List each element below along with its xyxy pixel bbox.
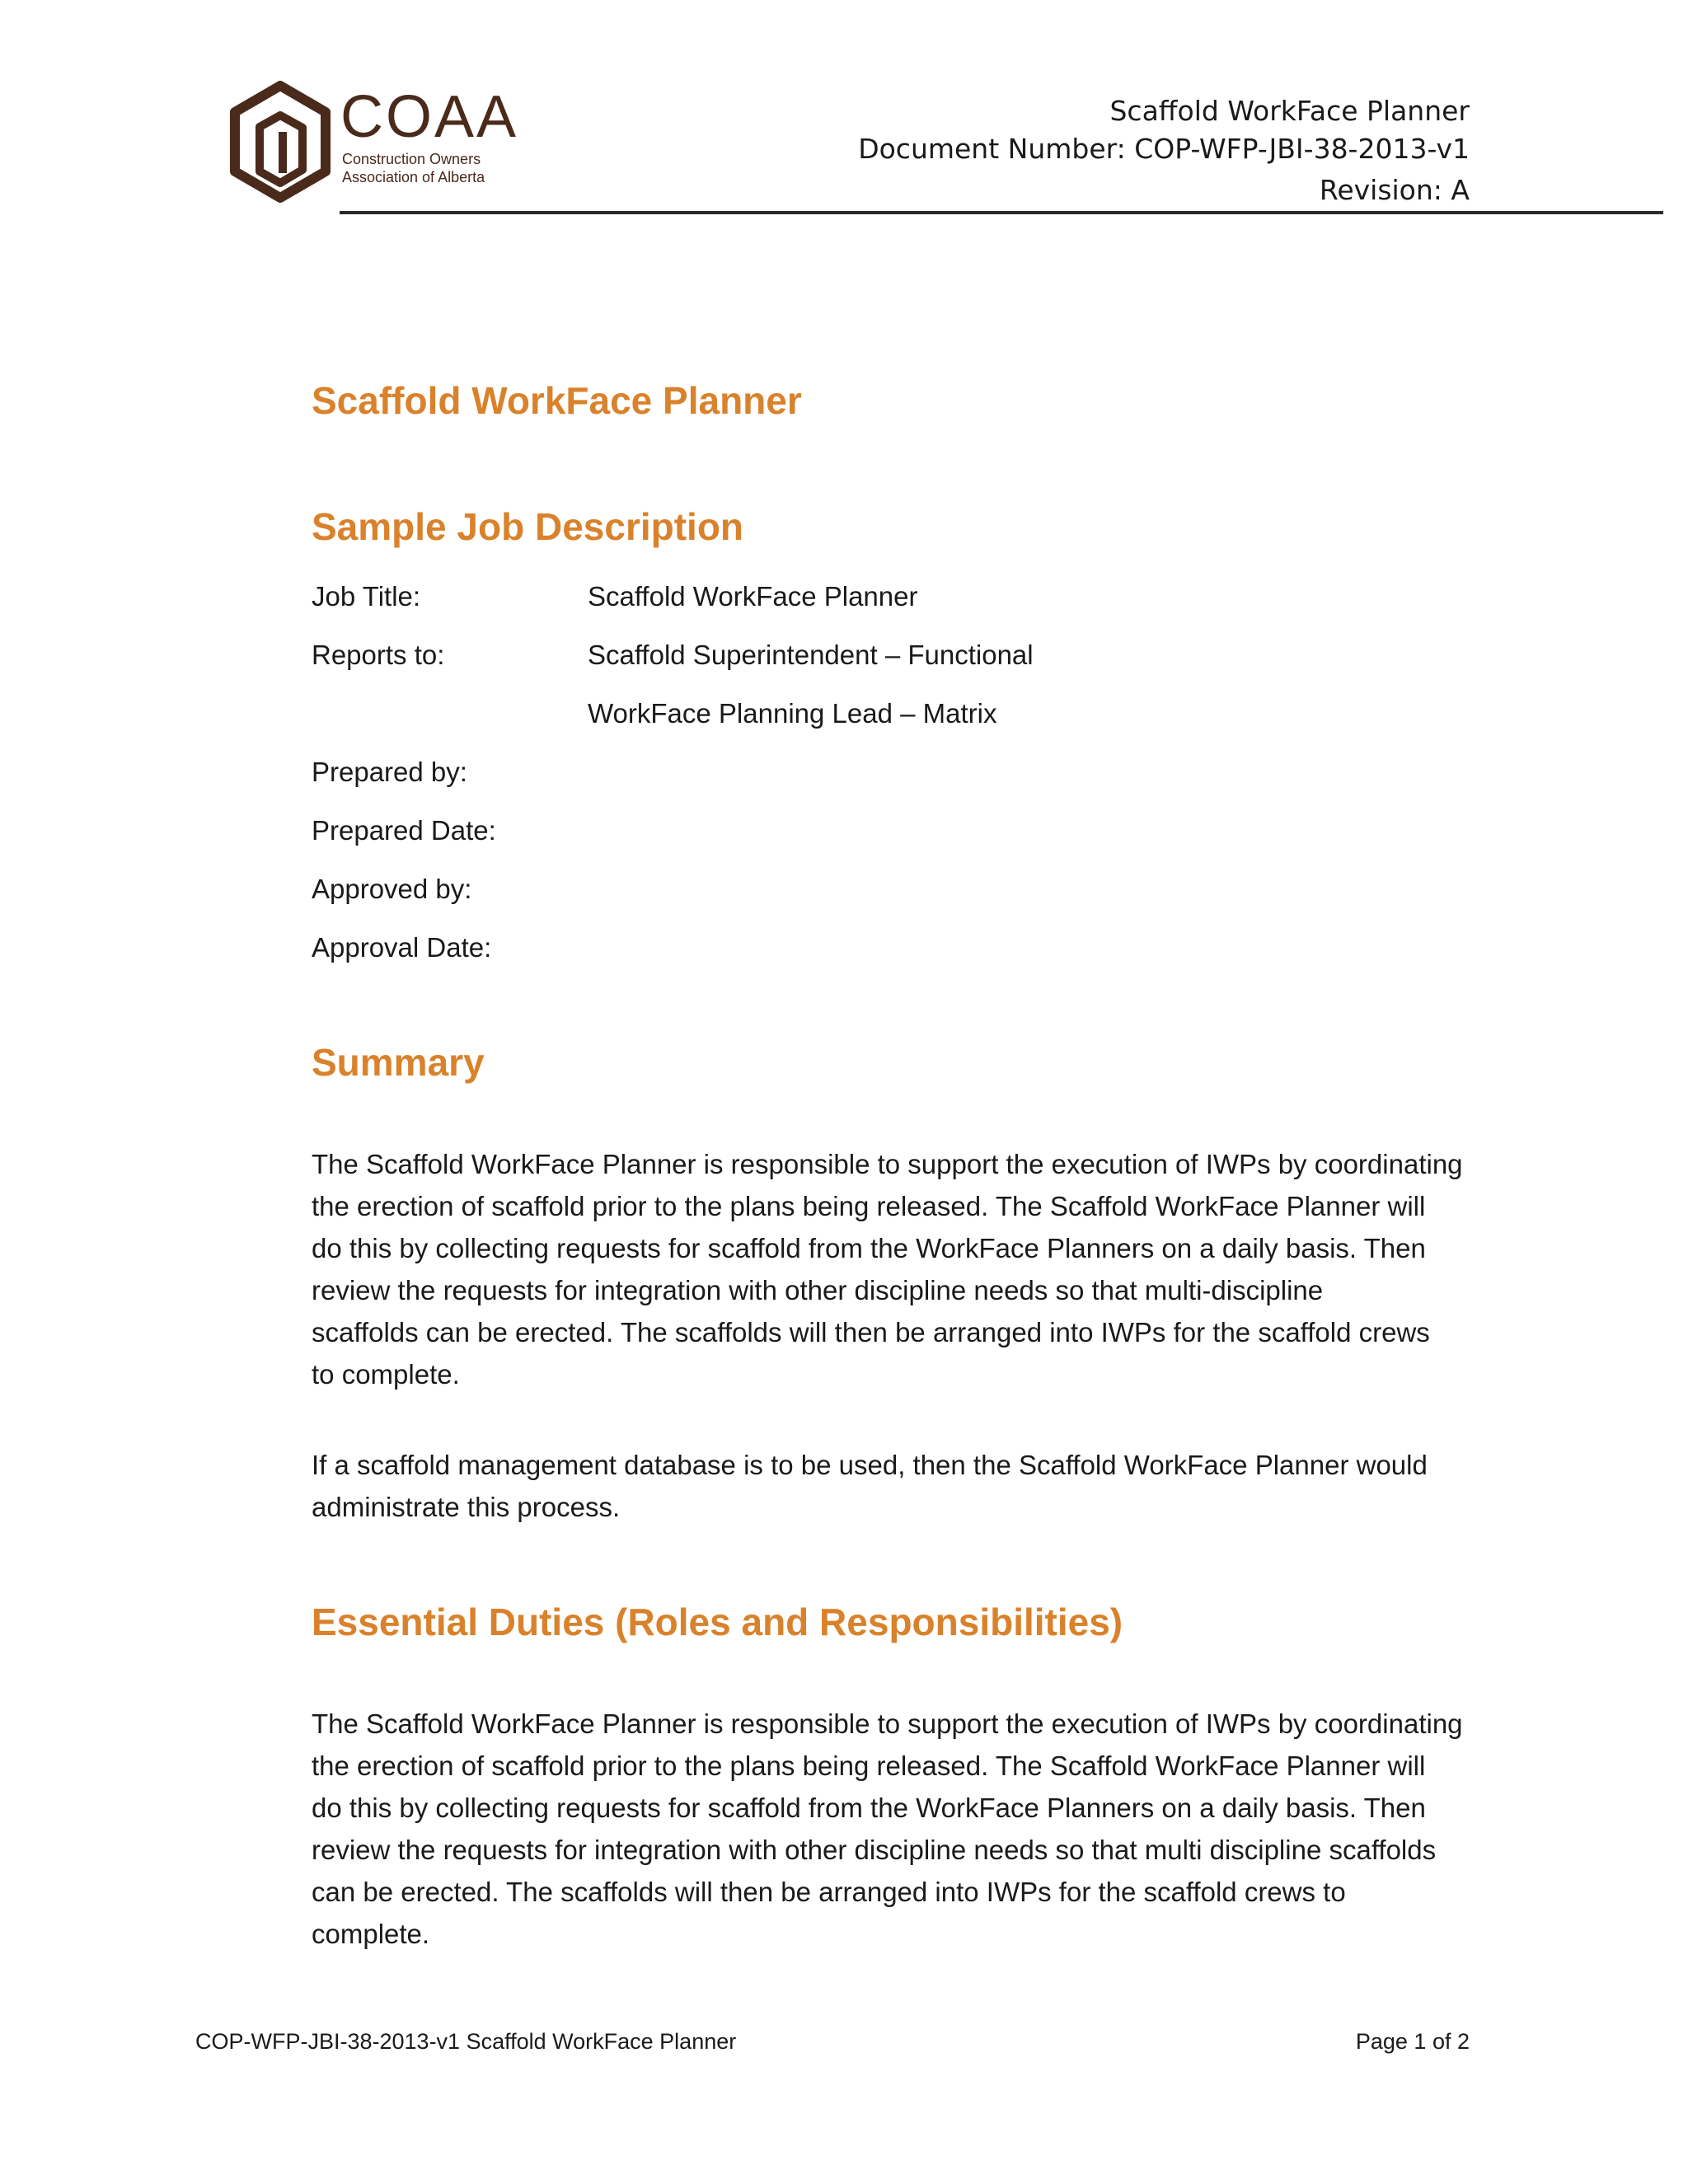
reports-to-label: Reports to: [312, 640, 445, 670]
prepared-by-label: Prepared by: [312, 757, 467, 787]
footer-page-number: Page 1 of 2 [1355, 2029, 1470, 2054]
footer-document-id: COP-WFP-JBI-38-2013-v1 Scaffold WorkFace Planner [195, 2029, 737, 2054]
prepared-date-label: Prepared Date: [312, 815, 496, 846]
job-title-value: Scaffold WorkFace Planner [588, 581, 918, 612]
paragraph-line: review the requests for integration with other discipline needs so that multi-discipline [312, 1275, 1324, 1305]
paragraph-line: can be erected. The scaffolds will then be arranged into IWPs for the scaffold crews to [312, 1877, 1346, 1907]
summary-heading: Summary [312, 1041, 485, 1084]
hexagon-building-logo-icon [227, 81, 334, 203]
paragraph-line: the erection of scaffold prior to the plans being released. The Scaffold WorkFace Planner will [312, 1750, 1426, 1781]
revision-label: Revision: [1319, 174, 1442, 206]
paragraph-line: scaffolds can be erected. The scaffolds will then be arranged into IWPs for the scaffold crews [312, 1317, 1430, 1347]
approved-by-row [312, 871, 471, 907]
job-description-heading: Sample Job Description [312, 505, 744, 548]
logo-subtitle-line1: Construction Owners [342, 151, 481, 167]
coaa-logo [227, 81, 519, 203]
logo-subtitle-line2: Association of Alberta [342, 169, 485, 185]
document-header-info [858, 92, 1470, 211]
header-divider [340, 211, 1663, 214]
paragraph-line: the erection of scaffold prior to the plans being released. The Scaffold WorkFace Planner will [312, 1191, 1426, 1221]
header-doc-title: Scaffold WorkFace Planner [1109, 95, 1470, 127]
header-revision [858, 170, 1470, 211]
summary-paragraph-1 [312, 1143, 1474, 1395]
doc-number-value: COP-WFP-JBI-38-2013-v1 [1134, 133, 1470, 165]
reports-to-value-functional: Scaffold Superintendent – Functional [588, 640, 1034, 670]
approval-date-label: Approval Date: [312, 932, 492, 963]
paragraph-line: complete. [312, 1919, 430, 1949]
duties-paragraph-1 [312, 1703, 1474, 1955]
summary-paragraph-2 [312, 1444, 1474, 1528]
approved-by-label: Approved by: [312, 874, 472, 904]
reports-to-value-matrix: WorkFace Planning Lead – Matrix [588, 698, 997, 729]
paragraph-line: to complete. [312, 1359, 460, 1390]
reports-to-row [312, 637, 1034, 673]
paragraph-line: If a scaffold management database is to be used, then the Scaffold WorkFace Planner would [312, 1450, 1428, 1480]
duties-heading: Essential Duties (Roles and Responsibilities) [312, 1601, 1123, 1643]
header-doc-number [858, 130, 1470, 168]
paragraph-line: review the requests for integration with other discipline needs so that multi discipline scaffolds [312, 1835, 1437, 1865]
paragraph-line: do this by collecting requests for scaffold from the WorkFace Planners on a daily basis. Then [312, 1233, 1426, 1263]
paragraph-line: do this by collecting requests for scaffold from the WorkFace Planners on a daily basis. Then [312, 1793, 1426, 1823]
job-title-row [312, 579, 918, 615]
paragraph-line: The Scaffold WorkFace Planner is responsible to support the execution of IWPs by coordinating [312, 1708, 1463, 1739]
page-title: Scaffold WorkFace Planner [312, 379, 802, 422]
job-title-label: Job Title: [312, 581, 421, 612]
prepared-by-row [312, 754, 467, 790]
logo-name: COAA [340, 84, 519, 150]
revision-value: A [1451, 174, 1470, 206]
doc-number-label: Document Number: [858, 133, 1126, 165]
approval-date-row [312, 930, 491, 966]
paragraph-line: The Scaffold WorkFace Planner is responsible to support the execution of IWPs by coordinating [312, 1149, 1463, 1179]
prepared-date-row [312, 813, 496, 849]
logo-subtitle [342, 150, 485, 186]
paragraph-line: administrate this process. [312, 1492, 621, 1522]
